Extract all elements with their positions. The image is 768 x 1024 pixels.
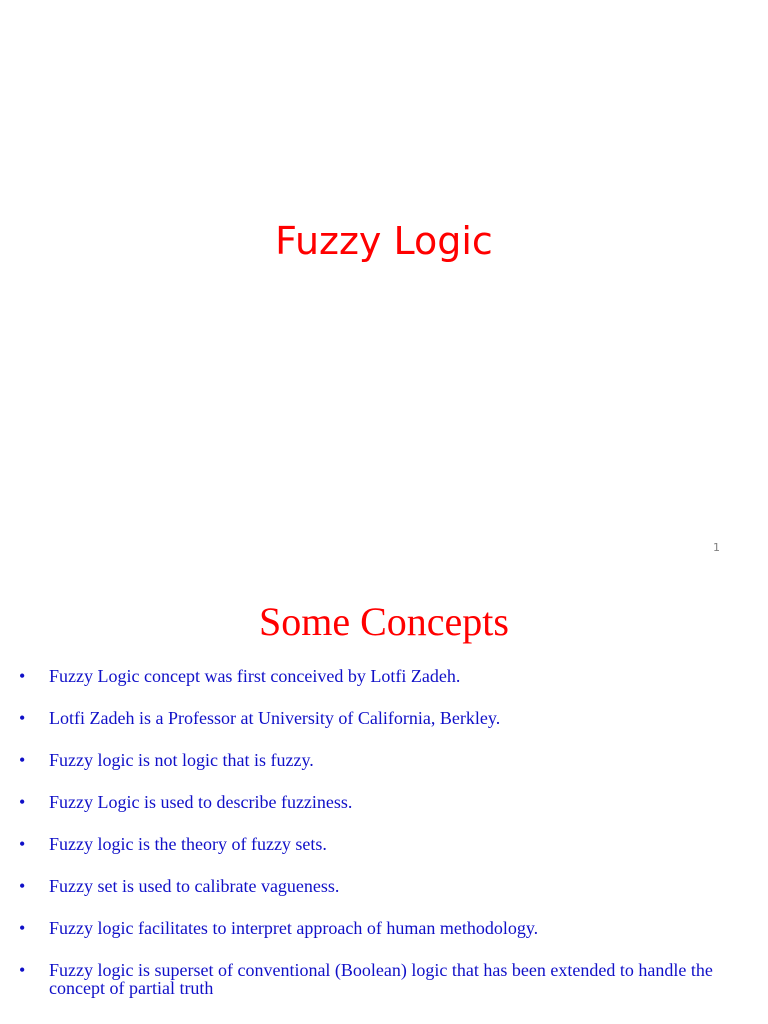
bullet-text: Fuzzy set is used to calibrate vagueness. — [49, 876, 340, 896]
bullet-icon: • — [19, 666, 26, 686]
list-item — [0, 961, 768, 997]
page-number: 1 — [713, 541, 720, 554]
slide-title: Some Concepts — [259, 599, 509, 644]
list-item — [0, 835, 768, 853]
bullet-icon: • — [19, 876, 26, 896]
bullet-icon: • — [19, 750, 26, 770]
list-item — [0, 709, 768, 727]
list-item — [0, 793, 768, 811]
bullet-text: Fuzzy logic facilitates to interpret approach of human methodology. — [49, 918, 539, 938]
bullet-text: Fuzzy logic is the theory of fuzzy sets. — [49, 834, 327, 854]
list-item — [0, 667, 768, 685]
bullet-text: Lotfi Zadeh is a Professor at University of California, Berkley. — [49, 708, 501, 728]
bullet-text: Fuzzy logic is not logic that is fuzzy. — [49, 750, 314, 770]
bullet-text: Fuzzy Logic concept was first conceived by Lotfi Zadeh. — [49, 666, 461, 686]
bullet-icon: • — [19, 792, 26, 812]
list-item — [0, 877, 768, 895]
bullet-icon: • — [19, 918, 26, 938]
bullet-list — [0, 667, 768, 1021]
slide-2 — [0, 576, 768, 1024]
bullet-text: Fuzzy logic is superset of conventional (Boolean) logic that has been extended to handle the concept of partial truth — [49, 960, 713, 998]
bullet-icon: • — [19, 960, 26, 980]
list-item — [0, 919, 768, 937]
bullet-icon: • — [19, 834, 26, 854]
slide-title: Fuzzy Logic — [275, 219, 493, 263]
bullet-text: Fuzzy Logic is used to describe fuzziness. — [49, 792, 353, 812]
list-item — [0, 751, 768, 769]
bullet-icon: • — [19, 708, 26, 728]
